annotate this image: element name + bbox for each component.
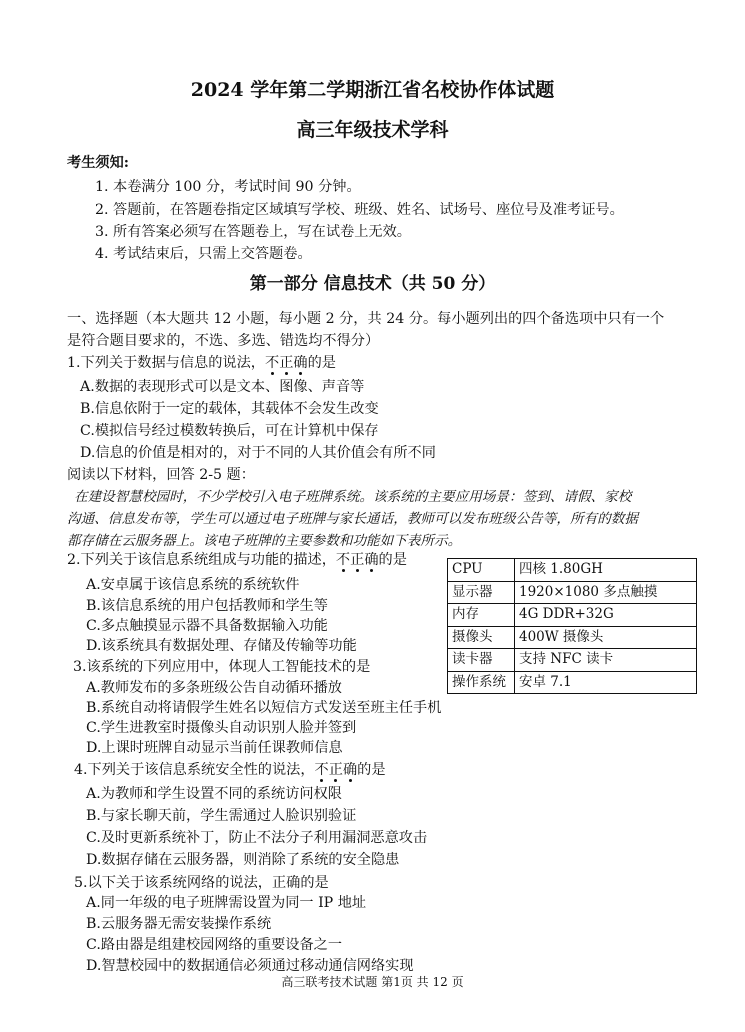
emphasis-not-correct: 不正确 [314, 762, 358, 778]
spec-value: 1920×1080 多点触摸 [515, 581, 697, 604]
q1-option-b: B.信息依附于一定的载体，其载体不会发生改变 [80, 401, 379, 417]
section-instruction: 是符合题目要求的，不选、多选、错选均不得分） [67, 333, 380, 349]
table-row [448, 649, 697, 672]
question-2-stem: 2.下列关于该信息系统组成与功能的描述，不正确的是 [67, 552, 407, 568]
question-1-stem: 1.下列关于数据与信息的说法，不正确的是 [67, 355, 336, 371]
q2-option-d: D.该系统具有数据处理、存储及传输等功能 [86, 638, 357, 654]
q4-option-b: B.与家长聊天前，学生需通过人脸识别验证 [86, 808, 357, 824]
q2-option-c: C.多点触摸显示器不具备数据输入功能 [86, 618, 328, 634]
spec-value: 4G DDR+32G [515, 604, 697, 627]
notice-item: 4. 考试结束后，只需上交答题卷。 [95, 246, 312, 262]
table-row [448, 604, 697, 627]
q5-option-c: C.路由器是组建校园网络的重要设备之一 [86, 937, 343, 953]
table-row [448, 581, 697, 604]
q2-option-a: A.安卓属于该信息系统的系统软件 [86, 577, 300, 593]
q1-option-d: D.信息的价值是相对的，对于不同的人其价值会有所不同 [80, 445, 436, 461]
page-footer: 高三联考技术试题 第1页 共 12 页 [281, 975, 464, 989]
spec-value: 400W 摄像头 [515, 626, 697, 649]
spec-value: 安卓 7.1 [515, 671, 697, 694]
table-row [448, 559, 697, 582]
notice-item: 1. 本卷满分 100 分，考试时间 90 分钟。 [95, 179, 361, 195]
q3-option-b: B.系统自动将请假学生姓名以短信方式发送至班主任手机 [86, 700, 442, 716]
emphasis-not-correct: 不正确 [335, 552, 379, 568]
notice-item: 3. 所有答案必须写在答题卷上，写在试卷上无效。 [95, 224, 411, 240]
q5-option-d: D.智慧校园中的数据通信必须通过移动通信网络实现 [86, 958, 414, 974]
spec-key: 摄像头 [448, 626, 515, 649]
spec-value: 支持 NFC 读卡 [515, 649, 697, 672]
spec-key: 读卡器 [448, 649, 515, 672]
q4-option-c: C.及时更新系统补丁，防止不法分子利用漏洞恶意攻击 [86, 830, 428, 846]
reading-intro: 阅读以下材料，回答 2-5 题： [67, 467, 255, 483]
q1-option-a: A.数据的表现形式可以是文本、图像、声音等 [80, 379, 365, 395]
exam-subtitle: 高三年级技术学科 [296, 119, 449, 141]
notice-item: 2. 答题前，在答题卷指定区域填写学校、班级、姓名、试场号、座位号及准考证号。 [95, 202, 624, 218]
q3-option-d: D.上课时班牌自动显示当前任课教师信息 [86, 740, 343, 756]
spec-value: 四核 1.80GH [515, 559, 697, 582]
reading-paragraph: 都存储在云服务器上。该电子班牌的主要参数和功能如下表所示。 [67, 533, 462, 549]
q3-option-a: A.教师发布的多条班级公告自动循环播放 [86, 680, 342, 696]
question-3-stem: 3.该系统的下列应用中，体现人工智能技术的是 [73, 659, 371, 675]
part-title: 第一部分 信息技术（共 50 分） [249, 274, 496, 294]
q4-option-a: A.为教师和学生设置不同的系统访问权限 [86, 786, 342, 802]
table-row [448, 626, 697, 649]
section-instruction: 一、选择题（本大题共 12 小题，每小题 2 分，共 24 分。每小题列出的四个备选项中只有一个 [67, 311, 665, 327]
spec-table [447, 558, 697, 694]
spec-key: 显示器 [448, 581, 515, 604]
emphasis-not-correct: 不正确 [264, 355, 308, 371]
q1-option-c: C.模拟信号经过模数转换后，可在计算机中保存 [80, 423, 379, 439]
question-5-stem: 5.以下关于该系统网络的说法，正确的是 [74, 875, 329, 891]
question-4-stem: 4.下列关于该信息系统安全性的说法，不正确的是 [74, 762, 386, 778]
q4-option-d: D.数据存储在云服务器，则消除了系统的安全隐患 [86, 852, 400, 868]
exam-title: 2024 学年第二学期浙江省名校协作体试题 [190, 79, 555, 101]
spec-key: CPU [448, 559, 515, 582]
spec-key: 内存 [448, 604, 515, 627]
spec-key: 操作系统 [448, 671, 515, 694]
reading-paragraph: 沟通、信息发布等，学生可以通过电子班牌与家长通话，教师可以发布班级公告等，所有的数据 [67, 511, 638, 527]
q5-option-a: A.同一年级的电子班牌需设置为同一 IP 地址 [86, 895, 367, 911]
q3-option-c: C.学生进教室时摄像头自动识别人脸并签到 [86, 720, 357, 736]
q5-option-b: B.云服务器无需安装操作系统 [86, 916, 272, 932]
reading-paragraph: 在建设智慧校园时，不少学校引入电子班牌系统。该系统的主要应用场景：签到、请假、家校 [74, 489, 632, 505]
table-row [448, 671, 697, 694]
q2-option-b: B.该信息系统的用户包括教师和学生等 [86, 598, 328, 614]
notice-label: 考生须知: [67, 155, 129, 171]
